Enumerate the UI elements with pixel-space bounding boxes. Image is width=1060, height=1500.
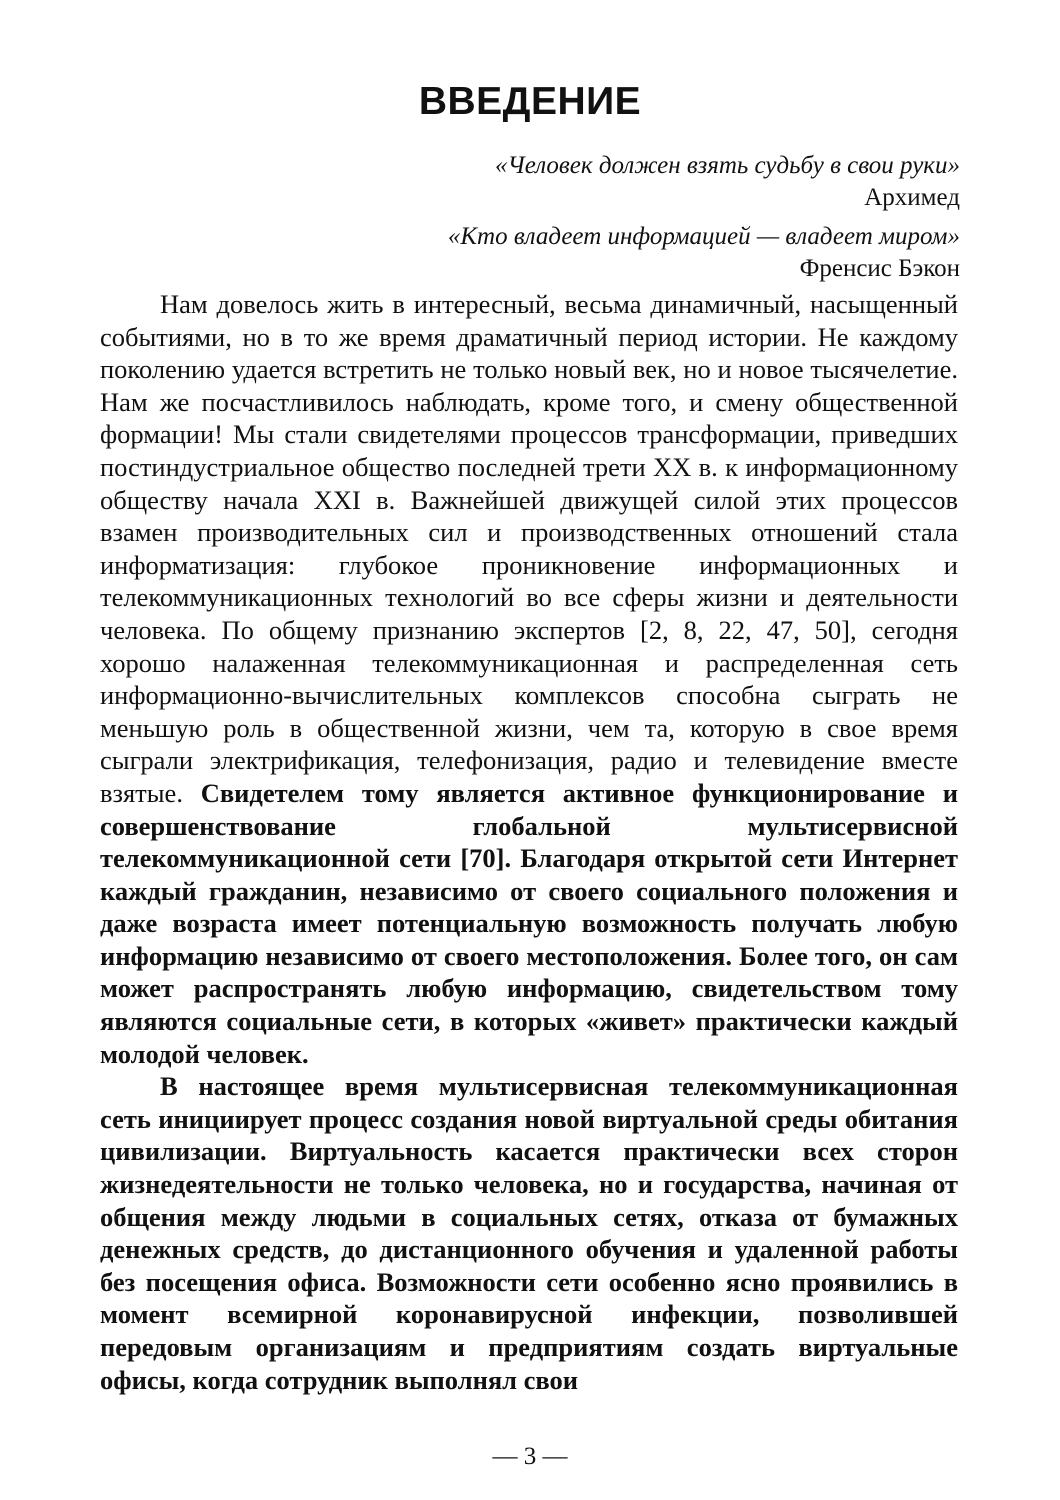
body-text: [100, 288, 958, 1396]
epigraph: [340, 150, 960, 214]
epigraph-author: Архимед: [864, 184, 960, 211]
paragraph: [100, 1070, 958, 1396]
paragraph-bold-text: В настоящее время мультисервисная телекоммуникационная сеть инициирует процесс создания новой виртуальной среды обитания цивилизации. Виртуальность касается практически всех сторон жизнедеятельности не только человека, но и государства, начиная от общения между людьми в социальных сетях, отказа от бумажных денежных средств, до дистанционного обучения и удаленной работы без посещения офиса. Возможности сети особенно ясно проявились в момент всемирной коронавирусной инфекции, позволившей передовым организациям и предприятиям создать виртуальные офисы, когда сотрудник выполнял свои: [100, 1071, 958, 1395]
paragraph: [100, 288, 958, 1070]
epigraphs: [340, 150, 960, 292]
epigraph-author: Френсис Бэкон: [799, 255, 960, 282]
epigraph-quote: «Кто владеет информацией — владеет миром»: [447, 223, 960, 250]
epigraph: [340, 221, 960, 285]
chapter-title: ВВЕДЕНИЕ: [418, 80, 642, 123]
paragraph-bold-text: Свидетелем тому является активное функционирование и совершенствование глобальной мультисервисной телекоммуникационной сети [70]. Благодаря открытой сети Интернет каждый гражданин, независимо от своего социального положения и даже возраста имеет потенциальную возможность получать любую информацию независимо от своего местоположения. Более того, он сам может распространять любую информацию, свидетельством тому являются социальные сети, в которых «живет» практически каждый молодой человек.: [100, 777, 958, 1069]
page-number: — 3 —: [492, 1443, 568, 1470]
paragraph-regular-text: Нам довелось жить в интересный, весьма динамичный, насыщенный событиями, но в то же время драматичный период истории. Не каждому поколению удается встретить не только новый век, но и новое тысячелетие. Нам же посчастливилось наблюдать, кроме того, и смену общественной формации! Мы стали свидетелями процессов трансформации, приведших постиндустриальное общество последней трети XX в. к информационному обществу начала XXI в. Важнейшей движущей силой этих процессов взамен производительных сил и производственных отношений стала информатизация: глубокое проникновение информационных и телекоммуникационных технологий во все сферы жизни и деятельности человека. По общему признанию экспертов [2, 8, 22, 47, 50], сегодня хорошо налаженная телекоммуникационная и распределенная сеть информационно-вычислительных комплексов способна сыграть не меньшую роль в общественной жизни, чем та, которую в свое время сыграли электрификация, телефонизация, радио и телевидение вместе взятые.: [100, 289, 958, 808]
epigraph-quote: «Человек должен взять судьбу в свои руки»: [495, 152, 960, 179]
